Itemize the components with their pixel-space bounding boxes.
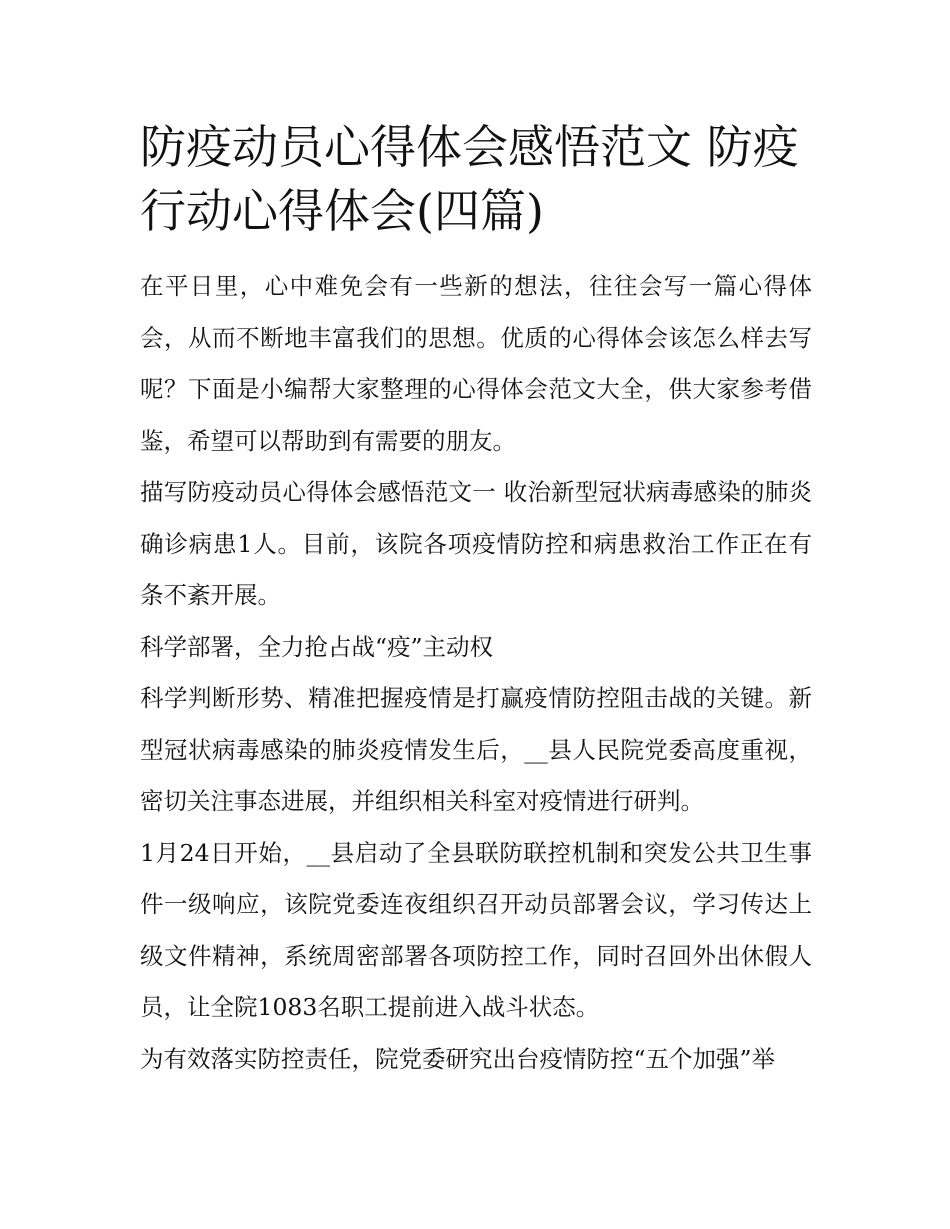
document-body: [140, 261, 812, 1085]
document-title: 防疫动员心得体会感悟范文 防疫行动心得体会(四篇): [140, 120, 799, 238]
paragraph-response: 1月24日开始，__县启动了全县联防联控机制和突发公共卫生事件一级响应，该院党委连夜组织召开动员部署会议，学习传达上级文件精神，系统周密部署各项防控工作，同时召回外出休假人员，让全院1083名职工提前进入战斗状态。: [140, 838, 812, 1021]
paragraph-responsibility: 为有效落实防控责任，院党委研究出台疫情防控“五个加强”举: [140, 1044, 776, 1073]
document-content: [140, 115, 812, 1085]
paragraph-example-one: 描写防疫动员心得体会感悟范文一 收治新型冠状病毒感染的肺炎确诊病患1人。目前，该院各项疫情防控和病患救治工作正在有条不紊开展。: [140, 478, 812, 609]
paragraph-situation: 科学判断形势、精准把握疫情是打赢疫情防控阻击战的关键。新型冠状病毒感染的肺炎疫情发生后，__县人民院党委高度重视，密切关注事态进展，并组织相关科室对疫情进行研判。: [140, 684, 812, 815]
paragraph-intro: 在平日里，心中难免会有一些新的想法，往往会写一篇心得体会，从而不断地丰富我们的思想。优质的心得体会该怎么样去写呢？下面是小编帮大家整理的心得体会范文大全，供大家参考借鉴，希望可以帮助到有需要的朋友。: [140, 272, 812, 455]
paragraph-section-heading: 科学部署，全力抢占战“疫”主动权: [140, 632, 494, 661]
